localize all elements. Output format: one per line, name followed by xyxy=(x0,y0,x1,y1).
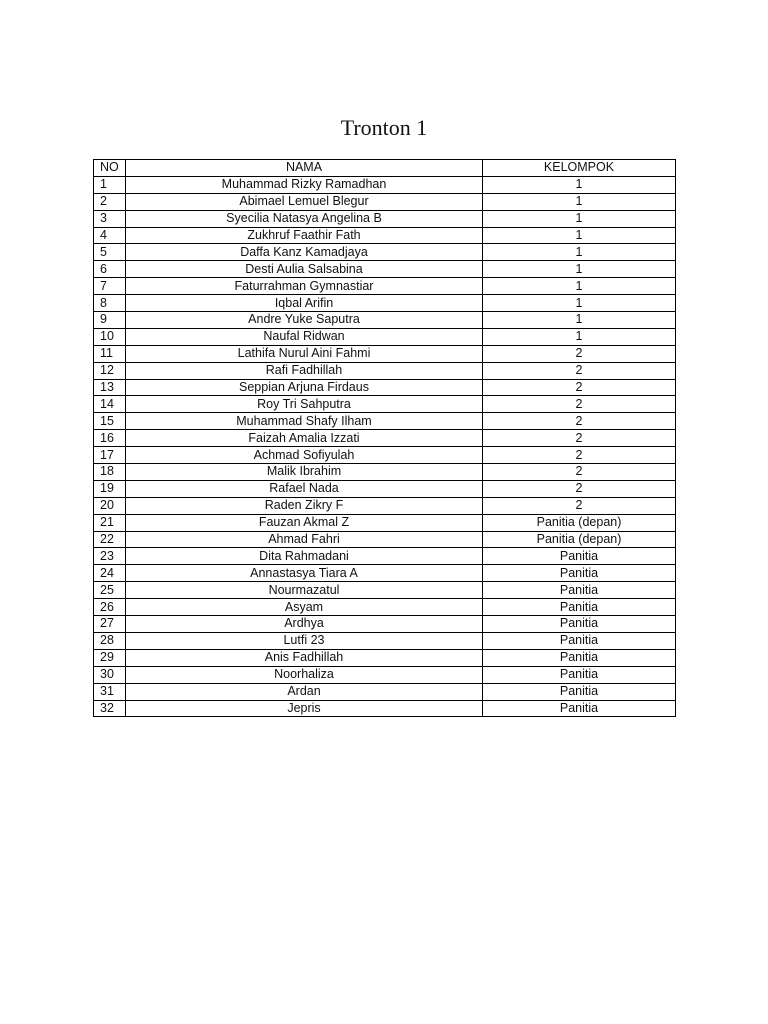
cell-kelompok: 2 xyxy=(483,396,676,413)
cell-nama: Anis Fadhillah xyxy=(126,649,483,666)
cell-no: 24 xyxy=(94,565,126,582)
page-title: Tronton 1 xyxy=(340,115,428,140)
table-row xyxy=(94,379,676,396)
cell-no: 7 xyxy=(94,278,126,295)
cell-kelompok: 1 xyxy=(483,210,676,227)
cell-nama: Muhammad Rizky Ramadhan xyxy=(126,176,483,193)
cell-kelompok: 1 xyxy=(483,176,676,193)
cell-nama: Lutfi 23 xyxy=(126,632,483,649)
cell-kelompok: 2 xyxy=(483,379,676,396)
cell-nama: Ardan xyxy=(126,683,483,700)
table-row xyxy=(94,531,676,548)
cell-no: 3 xyxy=(94,210,126,227)
cell-nama: Rafael Nada xyxy=(126,480,483,497)
cell-nama: Naufal Ridwan xyxy=(126,328,483,345)
cell-nama: Jepris xyxy=(126,700,483,717)
cell-nama: Daffa Kanz Kamadjaya xyxy=(126,244,483,261)
cell-no: 9 xyxy=(94,312,126,329)
cell-no: 15 xyxy=(94,413,126,430)
table-row xyxy=(94,582,676,599)
table-header xyxy=(94,160,676,177)
cell-no: 27 xyxy=(94,616,126,633)
table-row xyxy=(94,565,676,582)
cell-kelompok: Panitia xyxy=(483,599,676,616)
cell-kelompok: Panitia xyxy=(483,616,676,633)
roster-table xyxy=(93,159,676,717)
cell-kelompok: 2 xyxy=(483,362,676,379)
cell-nama: Andre Yuke Saputra xyxy=(126,312,483,329)
table-row xyxy=(94,514,676,531)
cell-no: 1 xyxy=(94,176,126,193)
cell-no: 26 xyxy=(94,599,126,616)
cell-kelompok: 1 xyxy=(483,244,676,261)
cell-nama: Iqbal Arifin xyxy=(126,295,483,312)
cell-nama: Ardhya xyxy=(126,616,483,633)
cell-kelompok: Panitia xyxy=(483,683,676,700)
cell-kelompok: 1 xyxy=(483,261,676,278)
cell-no: 25 xyxy=(94,582,126,599)
table-row xyxy=(94,278,676,295)
cell-nama: Annastasya Tiara A xyxy=(126,565,483,582)
table-row xyxy=(94,599,676,616)
table-row xyxy=(94,345,676,362)
cell-kelompok: Panitia (depan) xyxy=(483,531,676,548)
cell-no: 20 xyxy=(94,497,126,514)
cell-no: 18 xyxy=(94,464,126,481)
table-row xyxy=(94,210,676,227)
table-row xyxy=(94,497,676,514)
cell-no: 11 xyxy=(94,345,126,362)
cell-kelompok: 1 xyxy=(483,295,676,312)
cell-nama: Fauzan Akmal Z xyxy=(126,514,483,531)
cell-no: 29 xyxy=(94,649,126,666)
cell-kelompok: Panitia xyxy=(483,548,676,565)
header-kelompok: KELOMPOK xyxy=(483,160,676,177)
cell-kelompok: 1 xyxy=(483,193,676,210)
cell-no: 13 xyxy=(94,379,126,396)
cell-nama: Nourmazatul xyxy=(126,582,483,599)
cell-no: 28 xyxy=(94,632,126,649)
cell-nama: Syecilia Natasya Angelina B xyxy=(126,210,483,227)
cell-no: 22 xyxy=(94,531,126,548)
cell-no: 31 xyxy=(94,683,126,700)
cell-nama: Achmad Sofiyulah xyxy=(126,447,483,464)
cell-nama: Noorhaliza xyxy=(126,666,483,683)
cell-nama: Muhammad Shafy Ilham xyxy=(126,413,483,430)
table-row xyxy=(94,616,676,633)
cell-no: 30 xyxy=(94,666,126,683)
cell-kelompok: 1 xyxy=(483,227,676,244)
table-row xyxy=(94,548,676,565)
cell-nama: Faizah Amalia Izzati xyxy=(126,430,483,447)
table-row xyxy=(94,261,676,278)
cell-nama: Dita Rahmadani xyxy=(126,548,483,565)
table-row xyxy=(94,328,676,345)
table-row xyxy=(94,295,676,312)
cell-no: 17 xyxy=(94,447,126,464)
cell-no: 4 xyxy=(94,227,126,244)
table-row xyxy=(94,227,676,244)
table-row xyxy=(94,464,676,481)
cell-kelompok: 2 xyxy=(483,497,676,514)
header-nama: NAMA xyxy=(126,160,483,177)
table-body xyxy=(94,176,676,717)
header-row xyxy=(94,160,676,177)
cell-no: 5 xyxy=(94,244,126,261)
table-row xyxy=(94,447,676,464)
cell-kelompok: 2 xyxy=(483,464,676,481)
cell-kelompok: 2 xyxy=(483,345,676,362)
table-row xyxy=(94,632,676,649)
cell-kelompok: Panitia xyxy=(483,632,676,649)
cell-no: 14 xyxy=(94,396,126,413)
cell-no: 8 xyxy=(94,295,126,312)
table-row xyxy=(94,244,676,261)
cell-kelompok: 2 xyxy=(483,430,676,447)
cell-nama: Ahmad Fahri xyxy=(126,531,483,548)
table-row xyxy=(94,176,676,193)
cell-nama: Seppian Arjuna Firdaus xyxy=(126,379,483,396)
cell-kelompok: 1 xyxy=(483,328,676,345)
table-row xyxy=(94,312,676,329)
cell-kelompok: 2 xyxy=(483,447,676,464)
table-row xyxy=(94,362,676,379)
cell-nama: Roy Tri Sahputra xyxy=(126,396,483,413)
cell-no: 32 xyxy=(94,700,126,717)
cell-kelompok: 2 xyxy=(483,413,676,430)
table-row xyxy=(94,666,676,683)
cell-no: 21 xyxy=(94,514,126,531)
table-row xyxy=(94,413,676,430)
cell-kelompok: 1 xyxy=(483,312,676,329)
cell-kelompok: Panitia xyxy=(483,700,676,717)
table-row xyxy=(94,430,676,447)
cell-no: 16 xyxy=(94,430,126,447)
cell-no: 19 xyxy=(94,480,126,497)
cell-nama: Faturrahman Gymnastiar xyxy=(126,278,483,295)
header-no: NO xyxy=(94,160,126,177)
cell-no: 6 xyxy=(94,261,126,278)
cell-kelompok: Panitia xyxy=(483,582,676,599)
cell-nama: Rafi Fadhillah xyxy=(126,362,483,379)
cell-nama: Desti Aulia Salsabina xyxy=(126,261,483,278)
cell-no: 23 xyxy=(94,548,126,565)
table-row xyxy=(94,700,676,717)
cell-kelompok: 2 xyxy=(483,480,676,497)
cell-nama: Asyam xyxy=(126,599,483,616)
cell-nama: Lathifa Nurul Aini Fahmi xyxy=(126,345,483,362)
cell-no: 12 xyxy=(94,362,126,379)
cell-no: 10 xyxy=(94,328,126,345)
cell-nama: Zukhruf Faathir Fath xyxy=(126,227,483,244)
table-row xyxy=(94,683,676,700)
cell-kelompok: 1 xyxy=(483,278,676,295)
cell-no: 2 xyxy=(94,193,126,210)
cell-kelompok: Panitia xyxy=(483,649,676,666)
table-row xyxy=(94,396,676,413)
cell-kelompok: Panitia (depan) xyxy=(483,514,676,531)
cell-nama: Malik Ibrahim xyxy=(126,464,483,481)
cell-kelompok: Panitia xyxy=(483,565,676,582)
table-row xyxy=(94,649,676,666)
table-row xyxy=(94,480,676,497)
table-row xyxy=(94,193,676,210)
cell-nama: Abimael Lemuel Blegur xyxy=(126,193,483,210)
cell-nama: Raden Zikry F xyxy=(126,497,483,514)
cell-kelompok: Panitia xyxy=(483,666,676,683)
